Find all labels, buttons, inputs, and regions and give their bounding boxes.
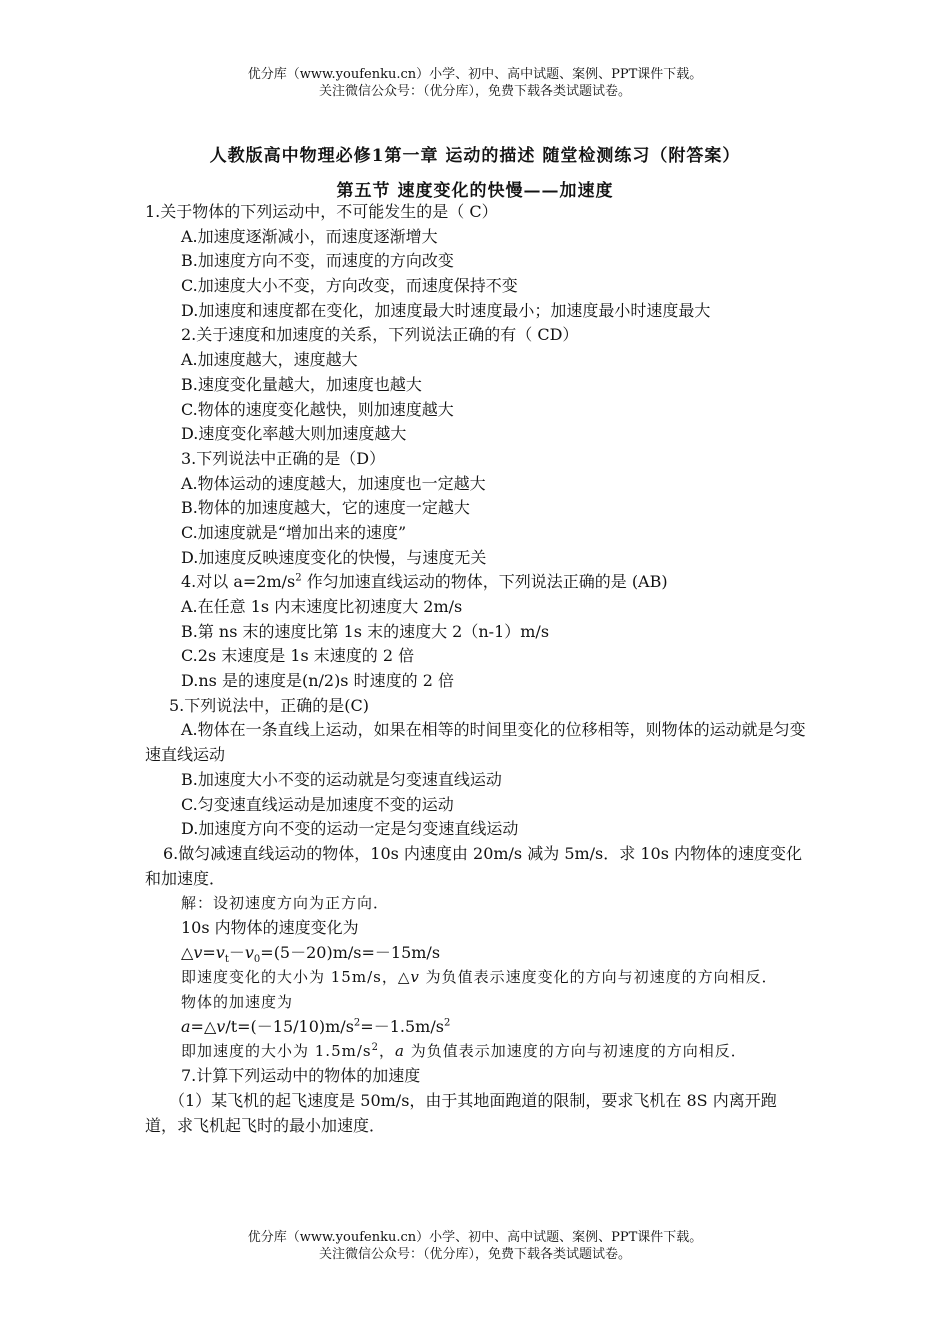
q1-option-c: C.加速度大小不变，方向改变，而速度保持不变 — [181, 276, 518, 296]
q2-option-d: D.速度变化率越大则加速度越大 — [181, 424, 407, 444]
q5-option-b: B.加速度大小不变的运动就是匀变速直线运动 — [181, 769, 502, 789]
q4-option-a: A.在任意 1s 内末速度比初速度大 2m/s — [181, 597, 463, 617]
eq1-v: v — [193, 942, 203, 962]
eq2-sup-1: 2 — [353, 1017, 361, 1029]
page-footer — [0, 1229, 950, 1263]
q5-option-a: A.物体在一条直线上运动，如果在相等的时间里变化的位移相等，则物体的运动就是匀变速直线运动 — [145, 720, 806, 765]
q4-option-b: B.第 ns 末的速度比第 1s 末的速度大 2（n-1）m/s — [181, 621, 550, 641]
eq2-sup-2: 2 — [443, 1017, 451, 1029]
eq1-result: =(5－20)m/s=－15m/s — [260, 942, 441, 962]
q6-equation-1 — [145, 941, 807, 966]
eq1-sub-t: t — [224, 953, 229, 965]
eq2-d: =－1.5m/s — [360, 1016, 444, 1036]
q3-option-c: C.加速度就是“增加出来的速度” — [181, 522, 407, 542]
eq2-v: v — [216, 1016, 226, 1036]
q2-stem: 2.关于速度和加速度的关系，下列说法正确的有（ CD） — [181, 325, 579, 345]
eq1-v0: v — [244, 942, 254, 962]
q4-option-d: D.ns 是的速度是(n/2)s 时速度的 2 倍 — [181, 671, 454, 691]
q1-option-a: A.加速度逐渐减小，而速度逐渐增大 — [181, 226, 438, 246]
q4-stem-pre: 4.对以 a=2m/s — [181, 572, 296, 592]
q3-option-b: B.物体的加速度越大，它的速度一定越大 — [181, 498, 470, 518]
eq1-sub-0: 0 — [253, 953, 261, 965]
document-body — [145, 200, 807, 1138]
q6-solution-line-3 — [145, 965, 807, 990]
eq1-eq: = — [202, 942, 216, 962]
q3-option-d: D.加速度反映速度变化的快慢，与速度无关 — [181, 547, 487, 567]
page-header — [0, 66, 950, 100]
sol5-var: a — [395, 1042, 405, 1061]
footer-line-1: 优分库（www.youfenku.cn）小学、初中、高中试题、案例、PPT课件下载。 — [247, 1230, 703, 1245]
q6-equation-2 — [145, 1015, 807, 1040]
q5-option-d: D.加速度方向不变的运动一定是匀变速直线运动 — [181, 819, 519, 839]
q4-stem-sup: 2 — [295, 573, 302, 584]
q3-option-a: A.物体运动的速度越大，加速度也一定越大 — [181, 473, 486, 493]
q2-option-b: B.速度变化量越大，加速度也越大 — [181, 374, 422, 394]
section-title: 第五节 速度变化的快慢——加速度 — [336, 181, 614, 201]
q1-option-d: D.加速度和速度都在变化，加速度最大时速度最小；加速度最小时速度最大 — [181, 300, 711, 320]
q2-option-c: C.物体的速度变化越快，则加速度越大 — [181, 399, 454, 419]
document-title: 人教版高中物理必修1第一章 运动的描述 随堂检测练习（附答案） — [209, 146, 741, 166]
q4-stem — [145, 570, 807, 595]
sol5-b: ， — [378, 1042, 395, 1061]
sol3-a: 即速度变化的大小为 15m/s，△ — [181, 968, 411, 987]
q6-solution-line-2: 10s 内物体的速度变化为 — [181, 918, 359, 938]
q6-solution-intro: 解：设初速度方向为正方向． — [181, 894, 390, 913]
q1-option-b: B.加速度方向不变，而速度的方向改变 — [181, 251, 454, 271]
q7-part-1: （1）某飞机的起飞速度是 50m/s，由于其地面跑道的限制，要求飞机在 8S 内离开跑道，求飞机起飞时的最小加速度． — [145, 1090, 777, 1135]
eq1-minus: － — [228, 942, 245, 962]
eq2-c: /t=(－15/10)m/s — [225, 1016, 354, 1036]
eq2-a: a — [181, 1016, 191, 1036]
eq2-b: =△ — [190, 1016, 217, 1036]
q1-stem: 1.关于物体的下列运动中，不可能发生的是（ C） — [145, 202, 498, 221]
eq1-vt: v — [215, 942, 225, 962]
sol3-b: 为负值表示速度变化的方向与初速度的方向相反． — [419, 968, 778, 987]
sol5-a: 即加速度的大小为 1.5m/s — [181, 1042, 372, 1061]
q4-option-c: C.2s 末速度是 1s 末速度的 2 倍 — [181, 646, 415, 666]
sol3-v: v — [410, 968, 420, 987]
q6-solution-line-4: 物体的加速度为 — [181, 993, 294, 1012]
q4-stem-post: 作匀加速直线运动的物体，下列说法正确的是 (AB) — [301, 572, 668, 592]
q5-stem: 5.下列说法中，正确的是(C) — [169, 695, 369, 715]
q7-stem: 7.计算下列运动中的物体的加速度 — [181, 1066, 421, 1086]
eq1-delta: △ — [181, 942, 194, 962]
q6-stem: 6.做匀减速直线运动的物体，10s 内速度由 20m/s 减为 5m/s．求 10s 内物体的速度变化和加速度． — [145, 843, 803, 888]
footer-line-2: 关注微信公众号：（优分库），免费下载各类试题试卷。 — [318, 1247, 631, 1262]
header-line-2: 关注微信公众号：（优分库），免费下载各类试题试卷。 — [318, 84, 631, 99]
q2-option-a: A.加速度越大，速度越大 — [181, 350, 358, 370]
sol5-c: 为负值表示加速度的方向与初速度的方向相反． — [404, 1042, 747, 1061]
q6-solution-line-5 — [145, 1039, 807, 1064]
sol5-sup: 2 — [371, 1042, 379, 1054]
q3-stem: 3.下列说法中正确的是（D） — [181, 448, 386, 468]
header-line-1: 优分库（www.youfenku.cn）小学、初中、高中试题、案例、PPT课件下载。 — [247, 67, 703, 82]
q5-option-c: C.匀变速直线运动是加速度不变的运动 — [181, 794, 454, 814]
